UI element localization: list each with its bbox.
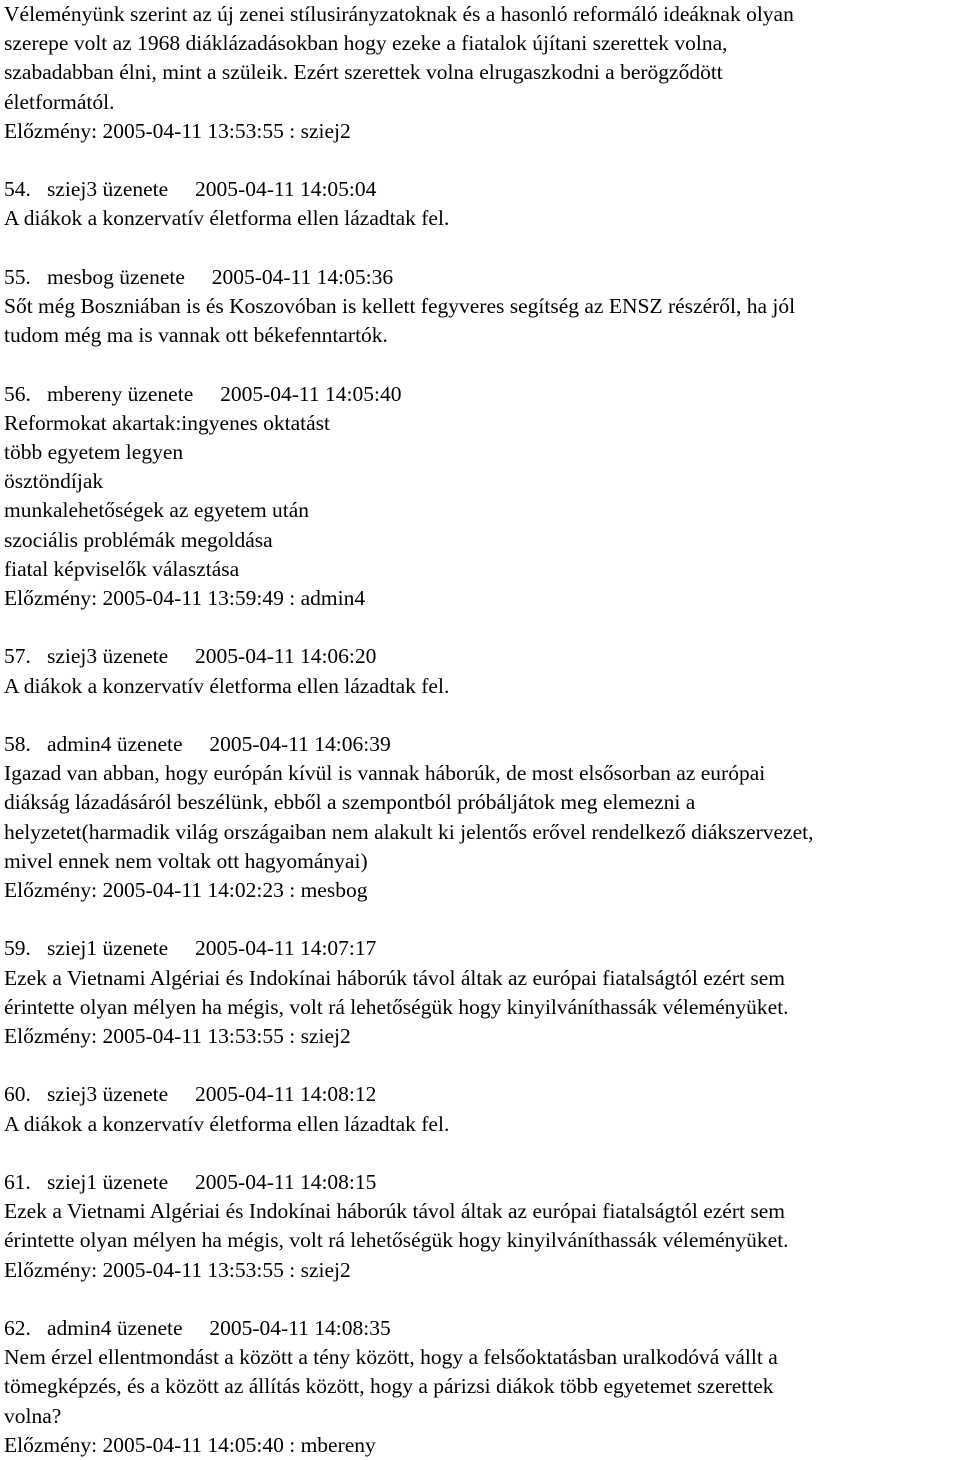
message-header: 60. sziej3 üzenete 2005-04-11 14:08:12 [4,1082,377,1107]
intro-message [4,0,956,146]
message-line: életformától. [4,89,115,114]
message-60 [4,1080,956,1138]
message-55 [4,263,956,351]
message-line: fiatal képviselők választása [4,556,240,581]
message-line: érintette olyan mélyen ha mégis, volt rá lehetőségük hogy kinyilváníthassák véleményüket. [4,1228,789,1253]
message-line: A diákok a konzervatív életforma ellen lázadtak fel. [4,206,450,231]
message-line: Ezek a Vietnami Algériai és Indokínai háborúk távol áltak az európai fiatalságtól ezért sem [4,965,785,990]
message-line: Véleményünk szerint az új zenei stílusirányzatoknak és a hasonló reformáló ideáknak olyan [4,2,794,26]
message-line: volna? [4,1403,62,1428]
message-line: A diákok a konzervatív életforma ellen lázadtak fel. [4,673,450,698]
message-header: 61. sziej1 üzenete 2005-04-11 14:08:15 [4,1170,377,1194]
message-line: szociális problémák megoldása [4,527,273,552]
message-header: 56. mbereny üzenete 2005-04-11 14:05:40 [4,381,402,406]
message-54 [4,175,956,233]
previous-message-reference: Előzmény: 2005-04-11 13:53:55 : sziej2 [4,118,351,143]
message-line: ösztöndíjak [4,469,104,494]
message-header: 54. sziej3 üzenete 2005-04-11 14:05:04 [4,177,377,202]
message-line: Igazad van abban, hogy európán kívül is vannak háborúk, de most elsősorban az európai [4,761,766,786]
message-line: Nem érzel ellentmondást a között a tény között, hogy a felsőoktatásban uralkodóvá vállt a [4,1345,778,1370]
message-line: A diákok a konzervatív életforma ellen lázadtak fel. [4,1111,450,1136]
message-header: 59. sziej1 üzenete 2005-04-11 14:07:17 [4,936,377,961]
message-58 [4,730,956,905]
message-line: több egyetem legyen [4,440,184,464]
message-line: Ezek a Vietnami Algériai és Indokínai háborúk távol áltak az európai fiatalságtól ezért sem [4,1199,785,1224]
message-62 [4,1314,956,1460]
message-line: szerepe volt az 1968 diáklázadásokban hogy ezeke a fiatalok újítani szerettek volna, [4,31,728,56]
message-57 [4,642,956,700]
message-line: Reformokat akartak:ingyenes oktatást [4,410,330,435]
message-56 [4,380,956,614]
message-header: 55. mesbog üzenete 2005-04-11 14:05:36 [4,264,394,289]
message-line: helyzetet(harmadik világ országaiban nem alakult ki jelentős erővel rendelkező diákszervezet, [4,819,814,844]
previous-message-reference: Előzmény: 2005-04-11 14:05:40 : mbereny [4,1432,376,1457]
message-line: tudom még ma is vannak ott békefenntartók. [4,323,388,348]
message-header: 58. admin4 üzenete 2005-04-11 14:06:39 [4,732,391,756]
message-line: Sőt még Boszniában is és Koszovóban is kellett fegyveres segítség az ENSZ részéről, ha jól [4,294,796,318]
message-line: tömegképzés, és a között az állítás között, hogy a párizsi diákok több egyetemet szerettek [4,1374,774,1399]
message-line: szabadabban élni, mint a szüleik. Ezért szerettek volna elrugaszkodni a berögződött [4,60,723,85]
message-61 [4,1168,956,1285]
previous-message-reference: Előzmény: 2005-04-11 13:53:55 : sziej2 [4,1024,351,1049]
message-header: 57. sziej3 üzenete 2005-04-11 14:06:20 [4,644,377,669]
previous-message-reference: Előzmény: 2005-04-11 13:59:49 : admin4 [4,586,366,611]
previous-message-reference: Előzmény: 2005-04-11 14:02:23 : mesbog [4,878,368,903]
message-line: érintette olyan mélyen ha mégis, volt rá lehetőségük hogy kinyilváníthassák véleményüket. [4,994,789,1019]
message-line: mivel ennek nem voltak ott hagyományai) [4,848,368,873]
message-line: munkalehetőségek az egyetem után [4,498,310,523]
previous-message-reference: Előzmény: 2005-04-11 13:53:55 : sziej2 [4,1257,351,1282]
message-header: 62. admin4 üzenete 2005-04-11 14:08:35 [4,1316,391,1340]
message-59 [4,934,956,1051]
message-line: diákság lázadásáról beszélünk, ebből a szempontból próbáljátok meg elemezni a [4,790,696,815]
